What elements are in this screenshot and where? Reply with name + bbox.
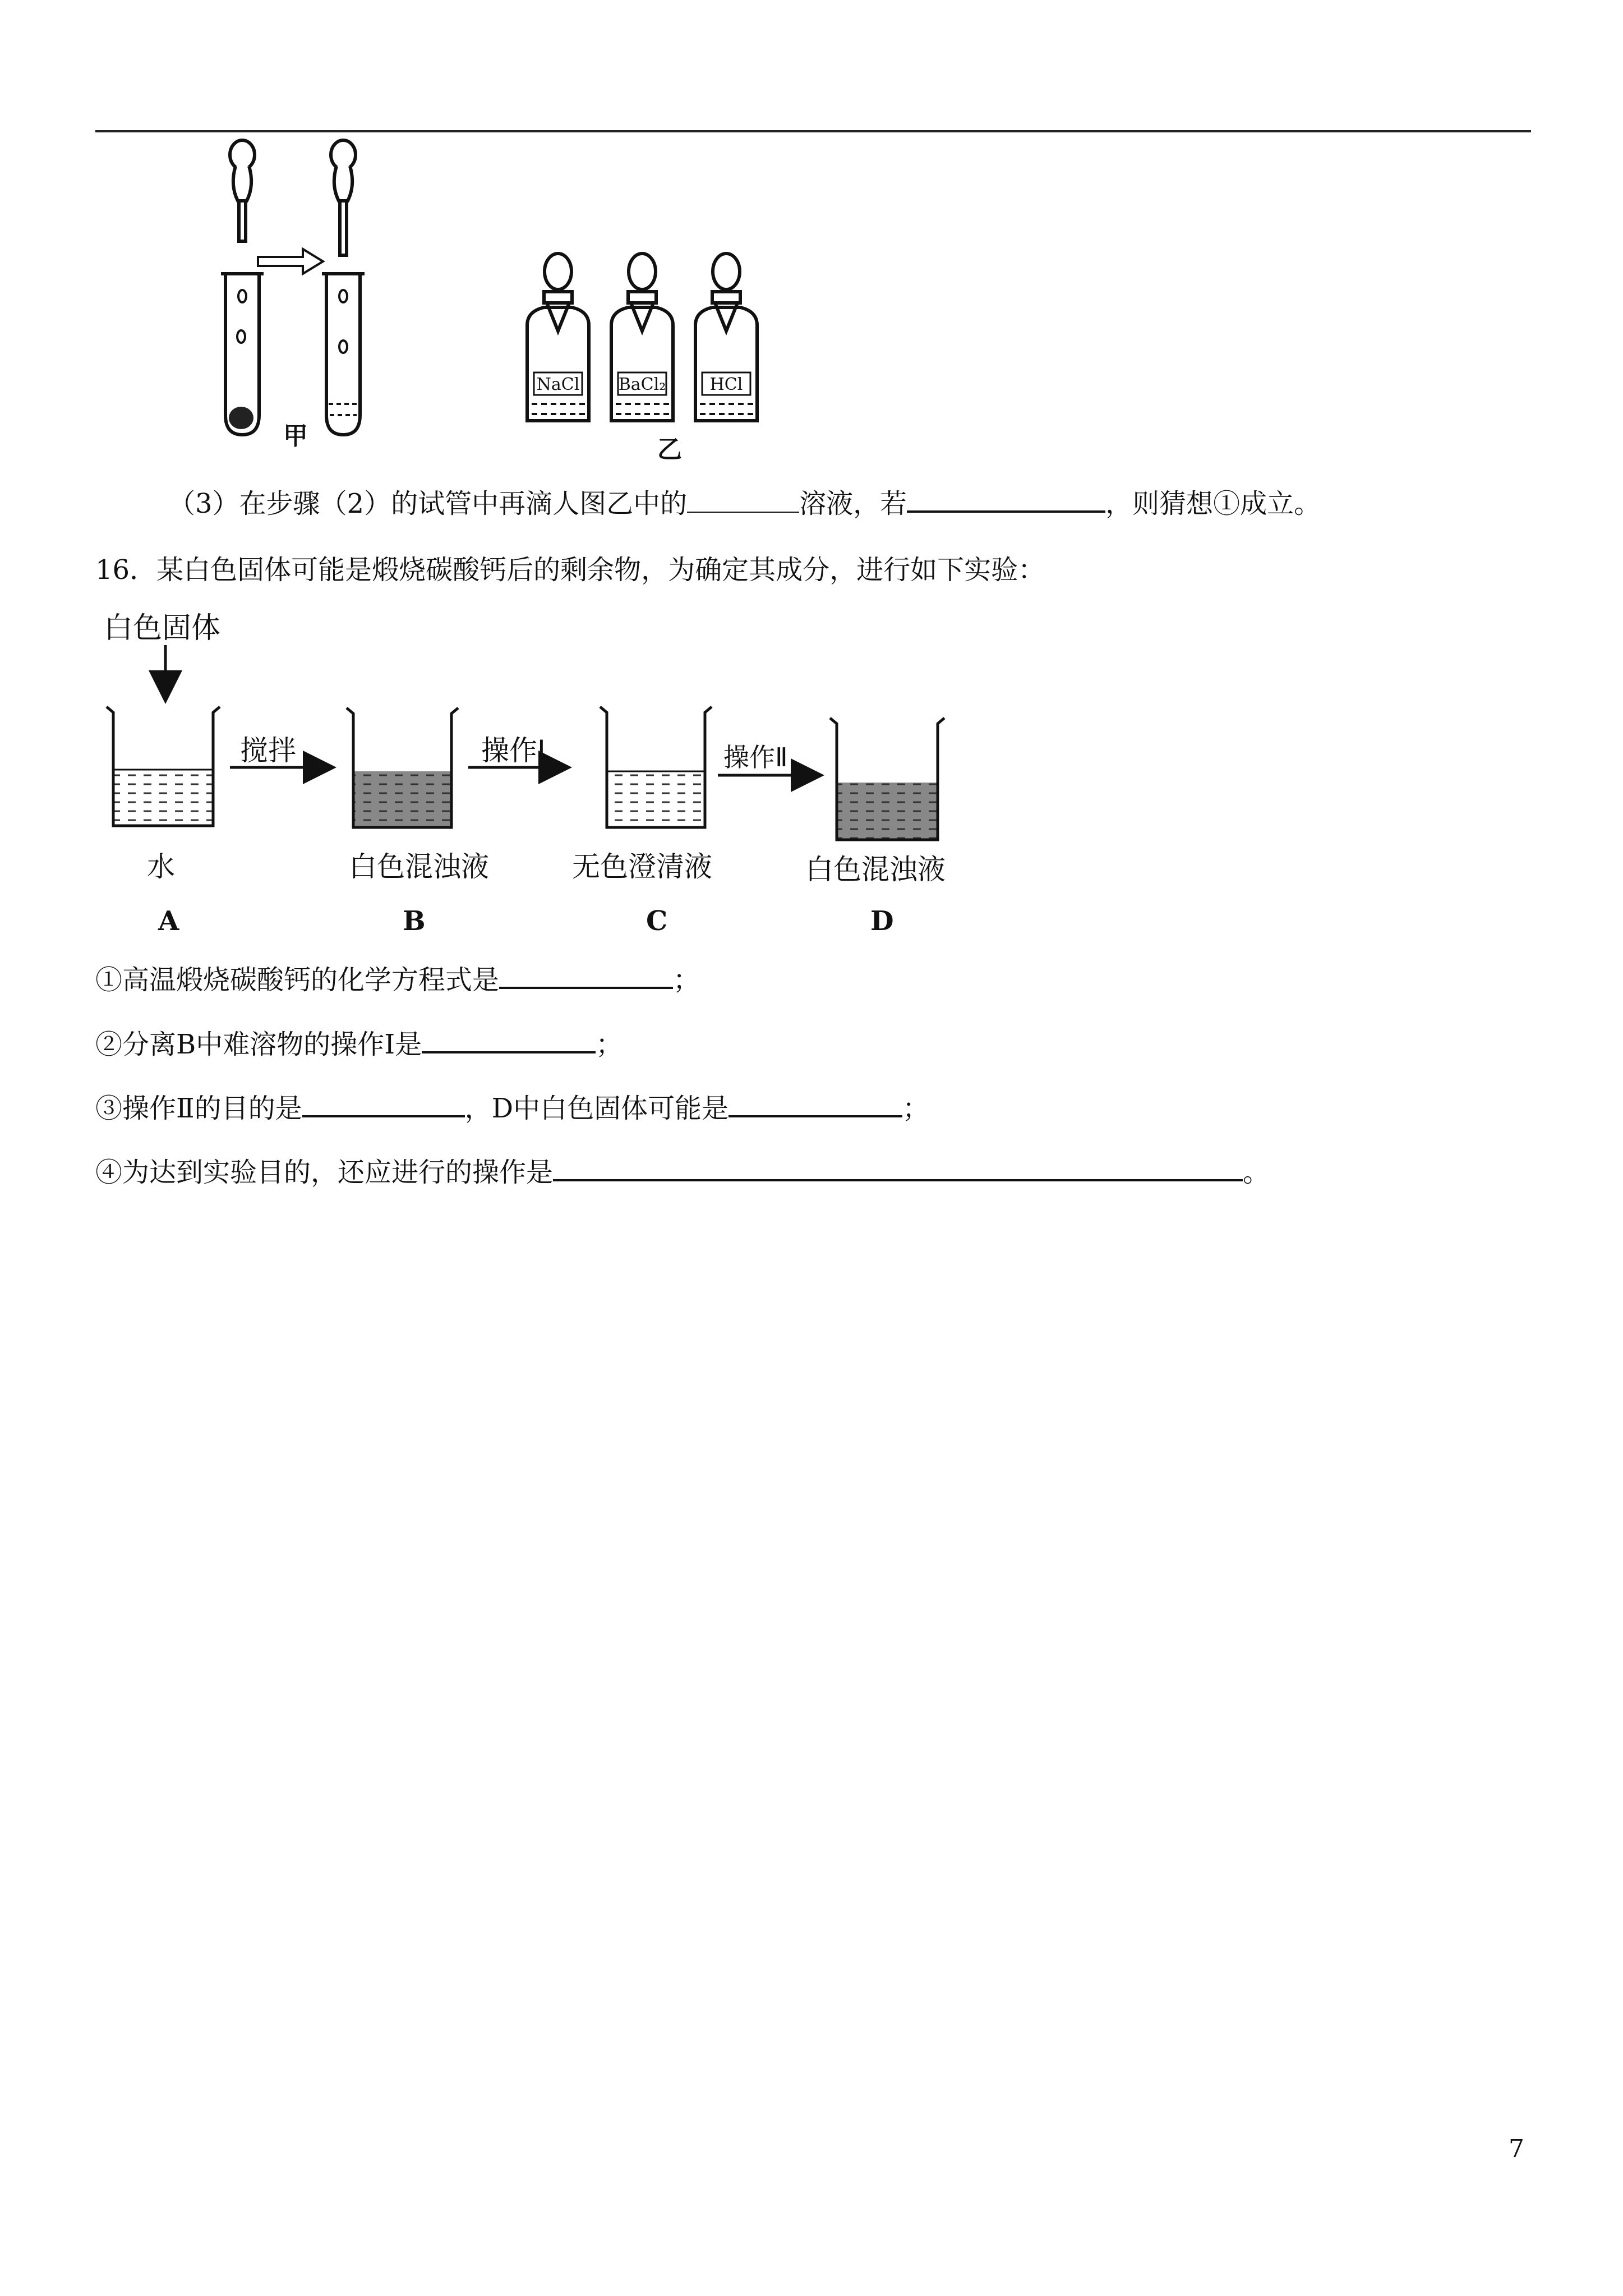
bottle-label-bacl2: BaCl₂ bbox=[618, 375, 666, 394]
q16-sub4-prefix: ④为达到实验目的，还应进行的操作是 bbox=[95, 1157, 554, 1188]
answer-blank-white-solid[interactable] bbox=[728, 1091, 902, 1117]
q16-sub1-prefix: ①高温煅烧碳酸钙的化学方程式是 bbox=[95, 964, 500, 996]
beaker-d-caption: 白色混浊液 bbox=[805, 853, 946, 886]
answer-blank-phenomenon[interactable] bbox=[907, 486, 1105, 513]
q16-stem: 16．某白色固体可能是煅烧碳酸钙后的剩余物，为确定其成分，进行如下实验： bbox=[95, 554, 1045, 586]
bottle-label-hcl: HCl bbox=[709, 375, 743, 394]
answer-blank-solution[interactable] bbox=[687, 487, 799, 513]
answer-blank-purpose[interactable] bbox=[302, 1091, 465, 1117]
q15-part3-prefix: （3）在步骤（2）的试管中再滴人图乙中的 bbox=[168, 488, 688, 519]
header-rule bbox=[95, 130, 1531, 132]
q15-part3 bbox=[168, 486, 1321, 521]
flow-step-op2: 操作Ⅱ bbox=[723, 742, 788, 772]
q16-sub2 bbox=[95, 1027, 623, 1061]
q15-part3-suffix: ，则猜想①成立。 bbox=[1105, 488, 1321, 519]
beaker-a bbox=[107, 707, 220, 826]
beaker-a-caption: 水 bbox=[147, 850, 175, 883]
answer-blank-further-operation[interactable] bbox=[553, 1154, 1243, 1181]
figure-yi-label: 乙 bbox=[657, 435, 682, 464]
q16-sub3-prefix: ③操作Ⅱ的目的是 bbox=[95, 1093, 302, 1124]
q16-sub3 bbox=[95, 1091, 929, 1125]
beaker-b-letter: B bbox=[403, 905, 426, 937]
beaker-a-letter: A bbox=[158, 905, 179, 937]
flow-diagram bbox=[95, 645, 993, 937]
figure-jia-label: 甲 bbox=[283, 422, 308, 450]
q16-sub4 bbox=[95, 1154, 1270, 1189]
page-number: 7 bbox=[1509, 2134, 1524, 2163]
beaker-c-letter: C bbox=[646, 905, 668, 937]
q16-sub2-suffix: ； bbox=[596, 1029, 623, 1060]
q16-sub2-prefix: ②分离B中难溶物的操作Ⅰ是 bbox=[95, 1029, 422, 1060]
q16-sub4-suffix: 。 bbox=[1243, 1157, 1270, 1188]
beaker-c-caption: 无色澄清液 bbox=[572, 850, 712, 883]
flow-step-op1: 操作Ⅰ bbox=[481, 734, 546, 767]
q16-sub3-mid: ，D中白色固体可能是 bbox=[464, 1093, 729, 1124]
answer-blank-operation1[interactable] bbox=[422, 1027, 596, 1053]
figure-jia bbox=[191, 135, 415, 460]
beaker-c bbox=[600, 707, 712, 827]
flow-input-label: 白色固体 bbox=[104, 611, 221, 645]
beaker-b bbox=[347, 708, 458, 827]
answer-blank-equation[interactable] bbox=[499, 962, 673, 989]
beaker-d bbox=[830, 718, 944, 840]
beaker-b-caption: 白色混浊液 bbox=[349, 850, 489, 883]
beaker-d-letter: D bbox=[870, 905, 894, 937]
q15-part3-mid: 溶液，若 bbox=[799, 488, 907, 519]
q16-sub1-suffix: ； bbox=[673, 964, 700, 996]
q16-sub1 bbox=[95, 962, 700, 997]
flow-step-stir: 搅拌 bbox=[240, 734, 296, 767]
figure-yi bbox=[505, 236, 819, 438]
q16-sub3-suffix: ； bbox=[902, 1093, 930, 1124]
bottle-label-nacl: NaCl bbox=[536, 375, 580, 394]
